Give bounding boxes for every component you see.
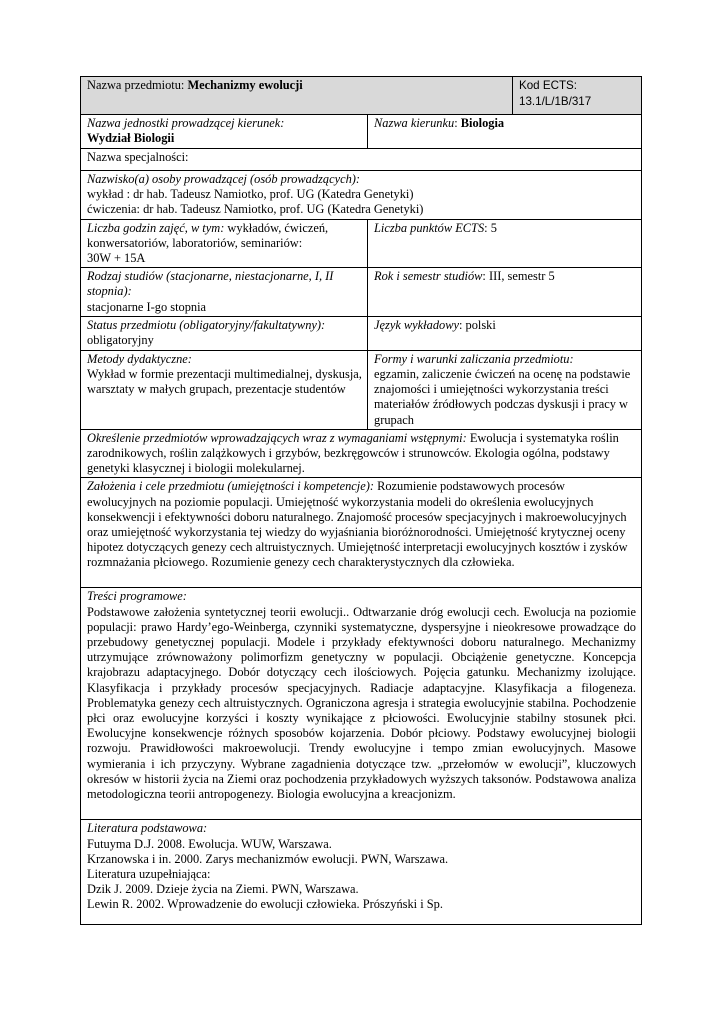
study-type-cell bbox=[81, 268, 368, 317]
year-label: Rok i semestr studiów bbox=[374, 269, 483, 284]
language-value: : polski bbox=[458, 317, 496, 332]
syllabus-table bbox=[80, 76, 642, 925]
field-cell bbox=[368, 115, 642, 149]
ects-code-value: 13.1/L/1B/317 bbox=[519, 95, 592, 108]
status-row bbox=[81, 316, 642, 350]
methods-label: Metody dydaktyczne: bbox=[87, 351, 192, 366]
unit-cell bbox=[81, 115, 368, 149]
goals-value: Rozumienie podstawowych procesów ewolucyjnych na poziomie populacji. Umiejętność wykorzystania modeli do określenia ewolucyjnych konsekwencji i efektywności doboru naturalnego. Znajomość procesów specjacyjnych i makroewolucyjnych oraz umiejętność wykorzystania tej wiedzy do wyjaśniania bioróżnorodności. Umiejętność krytycznej oceny hipotez dotyczących genezy cech altruistycznych. Umiejętność interpretacji ewolucyjnych kosztów i zysków rozmnażania płciowego. Rozumienie genezy cech charakterystycznych dla człowieka. bbox=[87, 479, 628, 570]
literature-item: Futuyma D.J. 2008. Ewolucja. WUW, Warszawa. bbox=[87, 836, 332, 851]
methods-row bbox=[81, 350, 642, 429]
hours-text bbox=[87, 221, 362, 251]
language-label: Język wykładowy bbox=[374, 317, 459, 332]
assessment-label: Formy i warunki zaliczania przedmiotu: bbox=[374, 351, 574, 366]
prereq-cell bbox=[81, 429, 642, 478]
literature-item: Krzanowska i in. 2000. Zarys mechanizmów ewolucji. PWN, Warszawa. bbox=[87, 851, 449, 866]
teachers-row bbox=[81, 171, 642, 220]
teachers-label: Nazwisko(a) osoby prowadzącej (osób prowadzących): bbox=[87, 172, 361, 186]
specialty-label: Nazwa specjalności: bbox=[87, 150, 189, 164]
ects-code-cell bbox=[513, 77, 642, 115]
content-row bbox=[81, 588, 642, 820]
unit-label: Nazwa jednostki prowadzącej kierunek: bbox=[87, 116, 285, 130]
goals-cell bbox=[81, 478, 642, 588]
supplementary-label: Literatura uzupełniająca: bbox=[87, 867, 211, 882]
content-value: Podstawowe założenia syntetycznej teorii ewolucji.. Odtwarzanie dróg ewolucji cech. Ewolucja na poziomie populacji: prawo Hardy’ego-Weinberga, czynniki systematyczne, dyspersyjne i nieokresowe prowadzące do przebudowy genetycznej populacji. Modele i przykłady efektywności doboru naturalnego. Mechanizmy utrzymujące zrównoważony polimorfizm genetyczny w populacji. Obciążenie genetyczne. Koncepcja krajobrazu adaptacyjnego. Dobór dotyczący cech ilościowych. Pojęcia gatunku. Mechanizmy izolujące. Klasyfikacja i przykłady procesów specjacyjnych. Radiacje adaptacyjne. Klasyfikacja a filogeneza. Problematyka genezy cech altruistycznych. Ograniczona agresja i strategia ewolucyjnie stabilna. Pochodzenie płci oraz ewolucyjne korzyści i koszty wynikające z płciowości. Ewolucyjnie stabilny stosunek płci. Ewolucyjne konsekwencje różnych sposobów kojarzenia. Dobór płciowy. Podstawy ewolucyjnej biologii rozwoju. Prawidłowości makroewolucji. Trendy ewolucyjne i tempo zmian ewolucyjnych. Masowe wymierania i ich przyczyny. Wybrane zagadnienia dotyczące tzw. „przełomów w ewolucji”, kluczowych okresów w historii życia na Ziemi oraz pochodzenia przykładowych wyższych taksonów. Podstawowa analiza metodologiczna teorii antropogenezy. Biologia ewolucyjna a kreacjonizm. bbox=[87, 604, 636, 802]
prereq-row bbox=[81, 429, 642, 478]
hours-value: 30W + 15A bbox=[87, 251, 146, 266]
literature-item: Dzik J. 2009. Dzieje życia na Ziemi. PWN, Warszawa. bbox=[87, 882, 359, 897]
status-label: Status przedmiotu (obligatoryjny/fakultatywny): bbox=[87, 317, 326, 332]
assessment-value: egzamin, zaliczenie ćwiczeń na ocenę na podstawie znajomości i umiejętności wykorzystania treści materiałów źródłowych podczas dyskusji i pracy w grupach bbox=[374, 367, 631, 427]
hours-desc: wykładów, ćwiczeń, konwersatoriów, laboratoriów, seminariów: bbox=[87, 220, 329, 250]
unit-value: Wydział Biologii bbox=[87, 131, 175, 146]
year-value: : III, semestr 5 bbox=[482, 269, 555, 284]
field-label: Nazwa kierunku bbox=[374, 116, 455, 130]
status-cell bbox=[81, 316, 368, 350]
hours-label: Liczba godzin zajęć, w tym: bbox=[87, 220, 225, 235]
study-type-label: Rodzaj studiów (stacjonarne, niestacjonarne, I, II stopnia): bbox=[87, 269, 334, 299]
teachers-cell bbox=[81, 171, 642, 220]
ects-code-label: Kod ECTS: bbox=[519, 79, 577, 92]
literature-row bbox=[81, 820, 642, 925]
exercises-teacher: ćwiczenia: dr hab. Tadeusz Namiotko, prof. UG (Katedra Genetyki) bbox=[87, 202, 424, 217]
subject-value: Mechanizmy ewolucji bbox=[187, 78, 303, 92]
lecture-teacher: wykład : dr hab. Tadeusz Namiotko, prof. UG (Katedra Genetyki) bbox=[87, 187, 414, 202]
status-value: obligatoryjny bbox=[87, 333, 154, 348]
prereq-value: Ewolucja i systematyka roślin zarodnikowych, roślin zalążkowych i grzybów, bezkręgowców i strunowców. Ekologia ogólna, podstawy genetyki klasycznej i biologii molekularnej. bbox=[87, 430, 619, 476]
year-cell bbox=[368, 268, 642, 317]
content-cell bbox=[81, 588, 642, 820]
ects-points-cell bbox=[368, 219, 642, 268]
assessment-cell bbox=[368, 350, 642, 429]
field-value: Biologia bbox=[460, 116, 505, 130]
unit-row bbox=[81, 115, 642, 149]
literature-item: Lewin R. 2002. Wprowadzenie do ewolucji człowieka. Prószyński i Sp. bbox=[87, 897, 443, 912]
literature-label: Literatura podstawowa: bbox=[87, 821, 208, 836]
specialty-cell bbox=[81, 149, 642, 171]
subject-row bbox=[81, 77, 642, 115]
study-type-row bbox=[81, 268, 642, 317]
study-type-value: stacjonarne I-go stopnia bbox=[87, 299, 207, 314]
language-cell bbox=[368, 316, 642, 350]
specialty-row bbox=[81, 149, 642, 171]
methods-cell bbox=[81, 350, 368, 429]
subject-label: Nazwa przedmiotu: bbox=[87, 78, 188, 92]
hours-row bbox=[81, 219, 642, 268]
methods-value: Wykład w formie prezentacji multimedialnej, dyskusja, warsztaty w małych grupach, prezentacje studentów bbox=[87, 367, 362, 397]
hours-cell bbox=[81, 219, 368, 268]
field-colon: : bbox=[454, 116, 461, 130]
ects-points-label: Liczba punktów ECTS bbox=[374, 220, 485, 235]
goals-row bbox=[81, 478, 642, 588]
content-label: Treści programowe: bbox=[87, 589, 187, 604]
ects-points-value: : 5 bbox=[484, 220, 497, 235]
goals-label: Założenia i cele przedmiotu (umiejętności i kompetencje): bbox=[87, 479, 374, 494]
prereq-label: Określenie przedmiotów wprowadzających wraz z wymaganiami wstępnymi: bbox=[87, 430, 467, 445]
literature-cell bbox=[81, 820, 642, 925]
subject-cell bbox=[81, 77, 513, 115]
